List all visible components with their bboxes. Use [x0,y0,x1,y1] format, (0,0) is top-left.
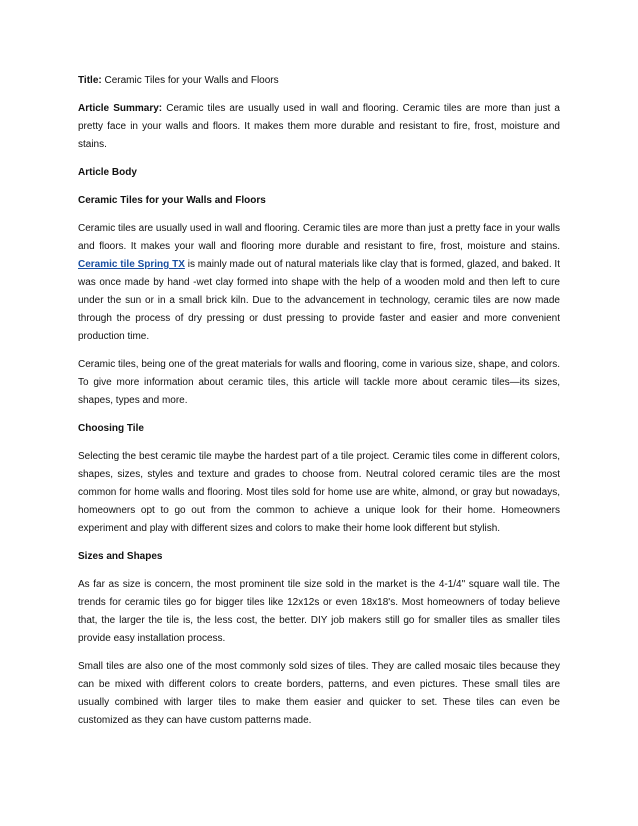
title-line [78,72,560,90]
title-label: Title: [78,75,102,86]
title-text: Ceramic Tiles for your Walls and Floors [104,75,279,86]
intro-before-link: Ceramic tiles are usually used in wall and flooring. Ceramic tiles are more than just a pretty face in your walls and floors. It makes your wall and flooring more durable and resistant to fire, frost, moisture and stains. [78,223,560,252]
sizes-paragraph-2: Small tiles are also one of the most commonly sold sizes of tiles. They are called mosaic tiles because they can be mixed with different colors to create borders, patterns, and even pictures. These small tiles are usually combined with larger tiles to make them easier and quicker to set. These tiles can even be customized as they can have custom patterns made. [78,661,560,726]
section-title: Ceramic Tiles for your Walls and Floors [78,195,266,206]
summary-text: Ceramic tiles are usually used in wall and flooring. Ceramic tiles are more than just a pretty face in your walls and floors. It makes them more durable and resistant to fire, frost, moisture and stains. [78,103,560,150]
overview-paragraph: Ceramic tiles, being one of the great materials for walls and flooring, come in various size, shape, and colors. To give more information about ceramic tiles, this article will tackle more about ceramic tiles—its sizes, shapes, types and more. [78,359,560,406]
sizes-shapes-heading: Sizes and Shapes [78,551,163,562]
choosing-tile-heading: Choosing Tile [78,423,144,434]
choosing-tile-paragraph: Selecting the best ceramic tile maybe the hardest part of a tile project. Ceramic tiles come in different colors, shapes, sizes, styles and texture and grades to choose from. Neutral colored ceramic tiles are the most common for home walls and flooring. Most tiles sold for home use are white, almond, or gray but nowadays, homeowners opt to go out from the common to achieve a unique look for their home. Homeowners experiment and play with different sizes and colors to make their home look different but stylish. [78,451,560,534]
intro-after-link: is mainly made out of natural materials like clay that is formed, glazed, and baked. It was once made by hand -wet clay formed into shape with the help of a wooden mold and then left to cure under the sun or in a small brick kiln. Due to the advancement in technology, ceramic tiles are now made through the process of dry pressing or dust pressing to provide faster and easier and more convenient production time. [78,259,560,342]
intro-paragraph [78,220,560,346]
article-body-heading: Article Body [78,167,137,178]
sizes-paragraph-1: As far as size is concern, the most prominent tile size sold in the market is the 4-1/4" square wall tile. The trends for ceramic tiles go for bigger tiles like 12x12s or even 18x18's. Most homeowners of today believe that, the larger the tile is, the less cost, the better. DIY job makers still go for smaller tiles as smaller tiles provide easy installation process. [78,579,560,644]
summary-label: Article Summary: [78,103,163,114]
ceramic-tile-link[interactable]: Ceramic tile Spring TX [78,259,185,270]
article-content [78,72,560,740]
article-summary [78,100,560,154]
